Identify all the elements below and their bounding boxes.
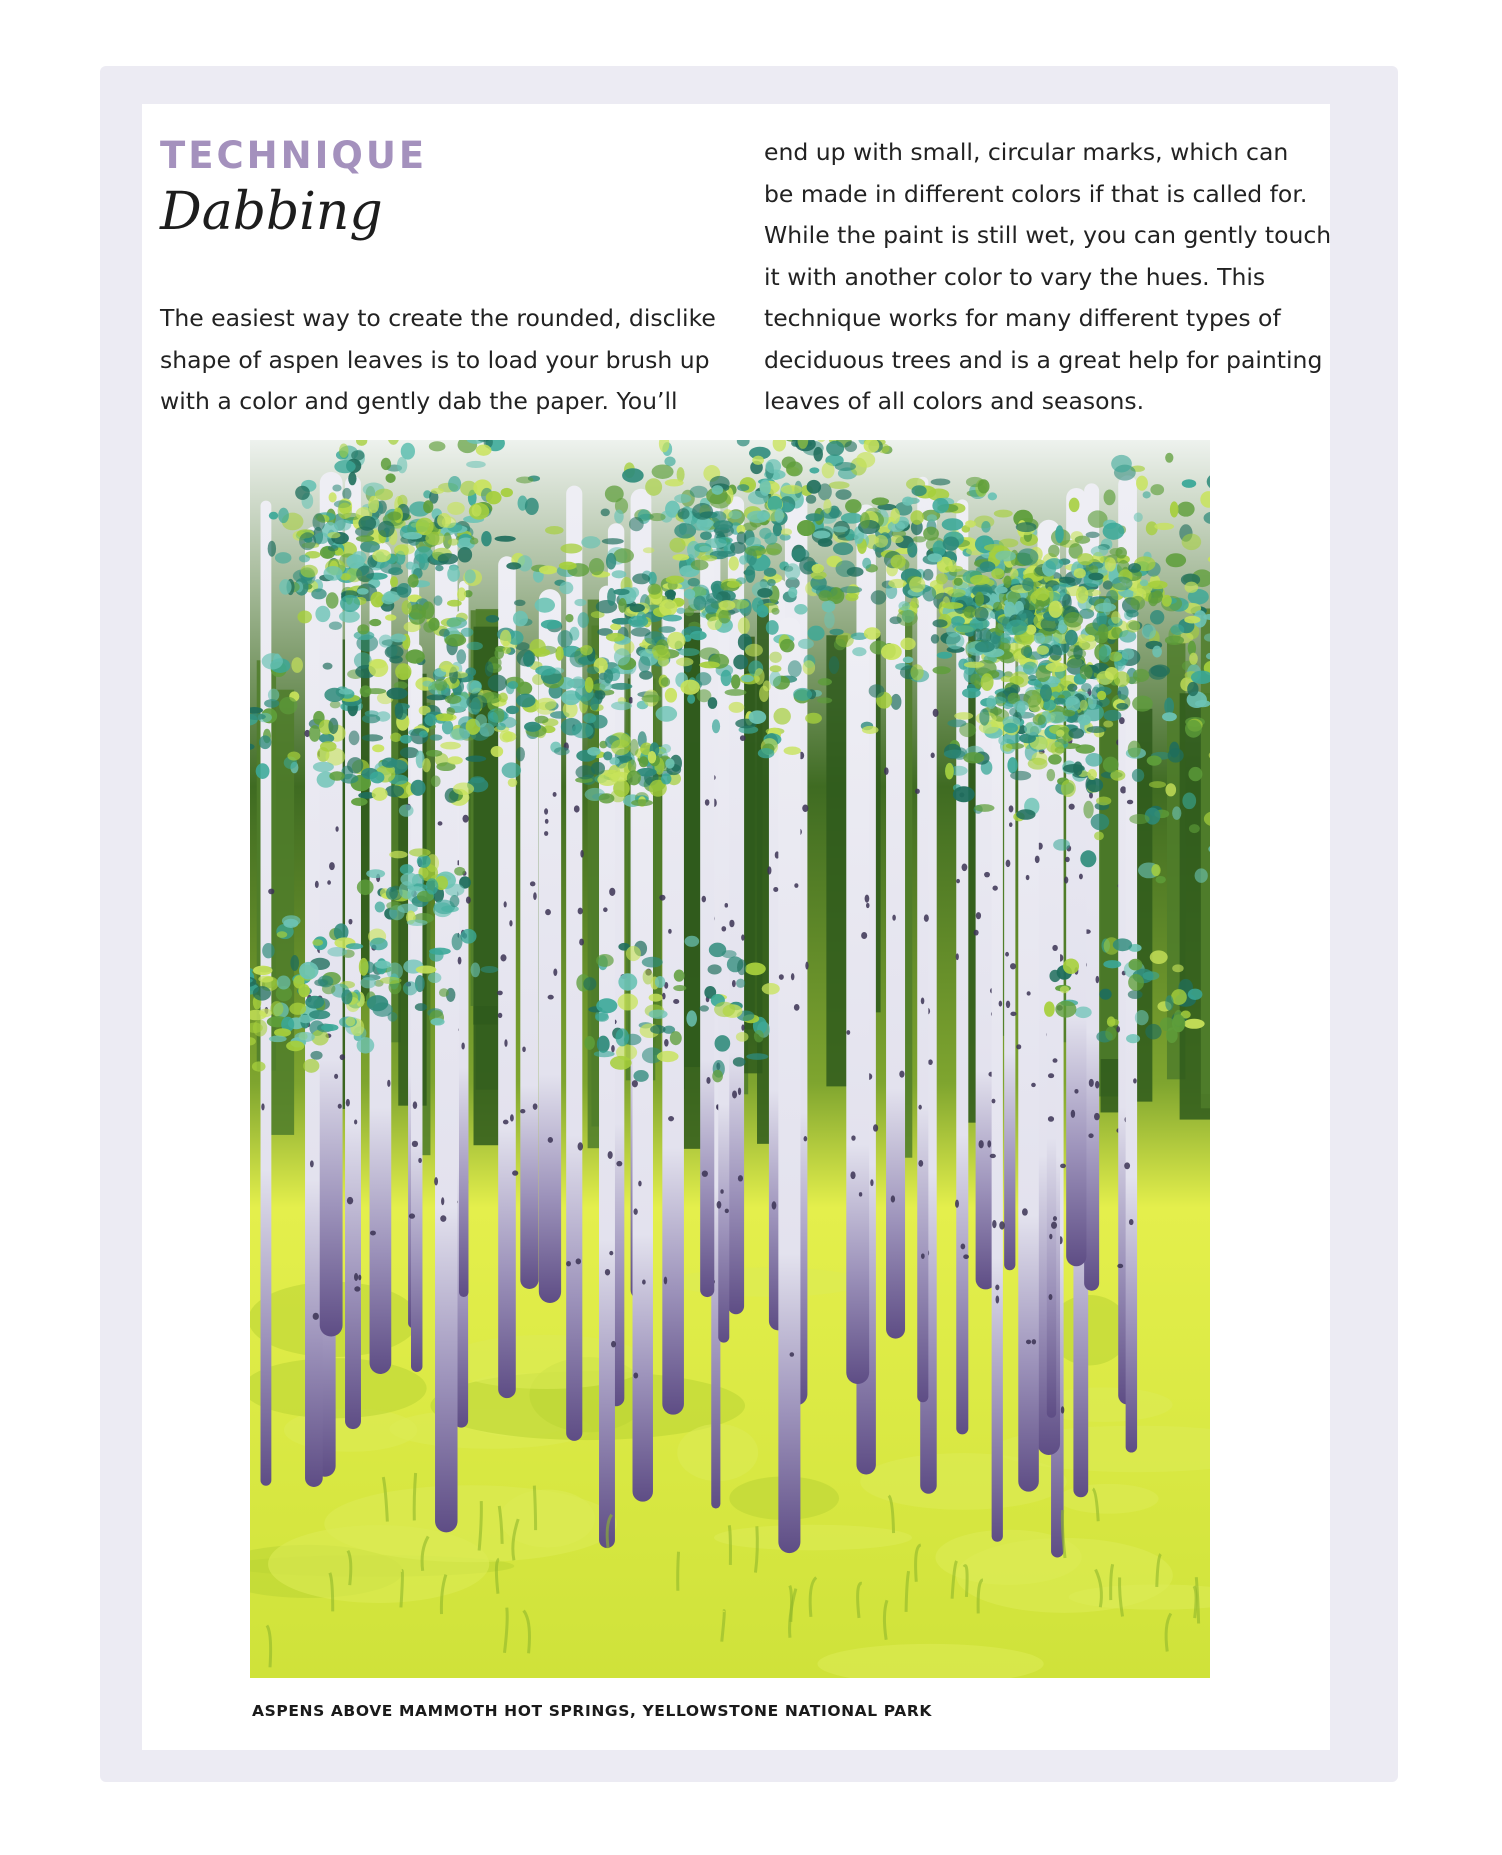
body-line: technique works for many different types of	[764, 304, 1281, 332]
body-line: deciduous trees and is a great help for painting	[764, 345, 1323, 374]
figure-caption: ASPENS ABOVE MAMMOTH HOT SPRINGS, YELLOWSTONE NATIONAL PARK	[252, 1702, 933, 1720]
body-line: with a color and gently dab the paper. You’ll	[160, 387, 678, 415]
body-line: end up with small, circular marks, which can	[764, 138, 1289, 166]
page-title: Dabbing	[160, 182, 383, 242]
body-line: The easiest way to create the rounded, disclike	[160, 304, 716, 332]
aspen-painting-svg	[250, 440, 1210, 1678]
body-text-left-column	[160, 298, 716, 423]
body-line: shape of aspen leaves is to load your brush up	[160, 345, 710, 374]
aspen-painting	[250, 440, 1210, 1678]
body-text-right-column	[764, 132, 1331, 423]
body-line: While the paint is still wet, you can gently touch	[764, 221, 1332, 249]
body-line: it with another color to vary the hues. This	[764, 262, 1266, 291]
section-eyebrow: TECHNIQUE	[160, 134, 428, 177]
body-line: be made in different colors if that is called for.	[764, 179, 1308, 208]
body-line: leaves of all colors and seasons.	[764, 387, 1145, 415]
